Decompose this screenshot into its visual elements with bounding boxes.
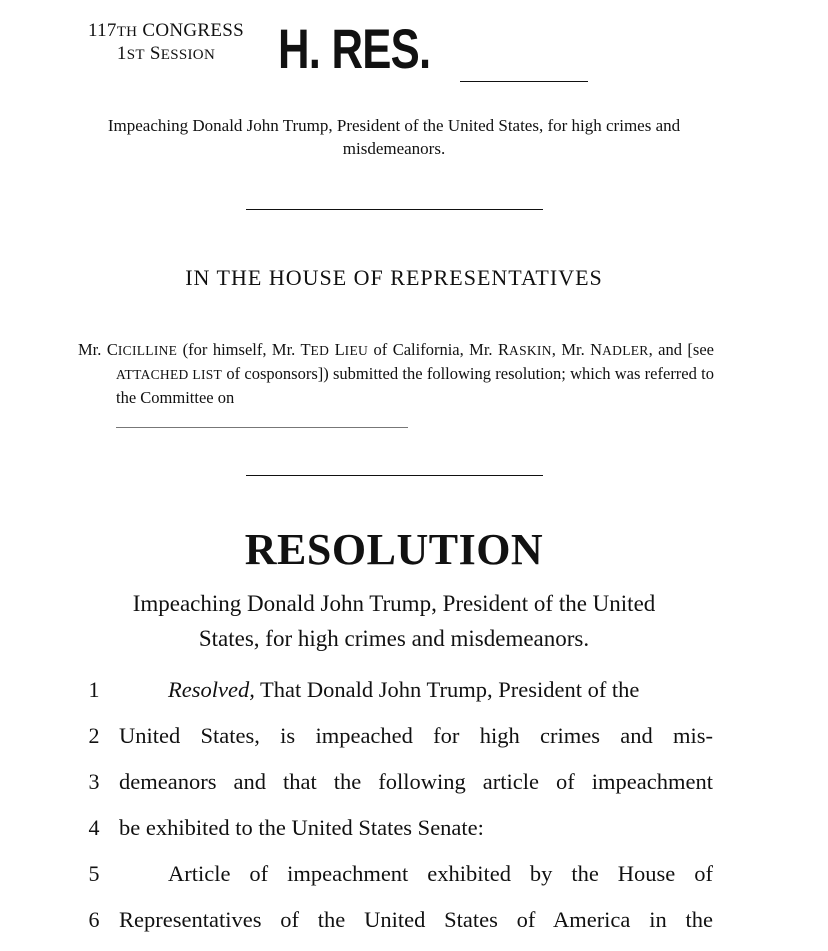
line-number: 1 (88, 677, 100, 702)
attached-list-ref: ATTACHED LIST (116, 367, 223, 382)
bill-type-title: H. RES. (278, 17, 431, 80)
line-number: 5 (88, 861, 100, 886)
congress-session-label (60, 20, 272, 66)
line-number: 6 (88, 907, 100, 932)
line-text: Representatives of the United States of America in the (119, 907, 713, 932)
body-line (0, 675, 828, 721)
line-text: Article of impeachment exhibited by the House of (168, 861, 713, 886)
short-title: Impeaching Donald John Trump, President of the United States, for high crimes and misdemeanors. (107, 116, 681, 158)
sponsor-name: CICILLINE (106, 340, 178, 359)
line-number: 2 (88, 723, 100, 748)
line-text: Resolved, That Donald John Trump, President of the (168, 677, 640, 702)
session-line: 1ST SESSION (116, 43, 216, 64)
long-title-line: States, for high crimes and misdemeanors. (198, 626, 590, 651)
chamber-heading: IN THE HOUSE OF REPRESENTATIVES (185, 265, 603, 290)
divider-rule (246, 209, 543, 210)
body-line (0, 813, 828, 859)
long-title (60, 586, 728, 656)
resolution-heading: RESOLUTION (244, 525, 544, 574)
cosponsor-name: RASKIN (498, 340, 552, 359)
body-line (0, 721, 828, 767)
bill-number-blank (460, 81, 588, 82)
divider-rule (246, 475, 543, 476)
line-text: United States, is impeached for high crimes and mis- (119, 723, 713, 748)
body-line (0, 767, 828, 813)
long-title-line: Impeaching Donald John Trump, President of the United (132, 591, 656, 616)
resolved-clause: Resolved, (168, 677, 255, 702)
body-line (0, 905, 828, 951)
line-text: demeanors and that the following article of impeachment (119, 769, 713, 794)
line-number: 4 (88, 815, 100, 840)
body-line (0, 859, 828, 905)
line-number: 3 (88, 769, 100, 794)
cosponsor-name: NADLER (590, 340, 649, 359)
sponsor-statement: Mr. CICILLINE (for himself, Mr. TED LIEU of California, Mr. RASKIN, Mr. NADLER, and [see ATTACHED LIST of cosponsors]) submitted the following resolution; which was referred to the Committee on (78, 340, 714, 407)
committee-name-blank (116, 427, 408, 428)
congress-line: 117TH CONGRESS (87, 20, 245, 41)
line-text: be exhibited to the United States Senate: (119, 815, 484, 840)
cosponsor-name: TED LIEU (300, 340, 369, 359)
